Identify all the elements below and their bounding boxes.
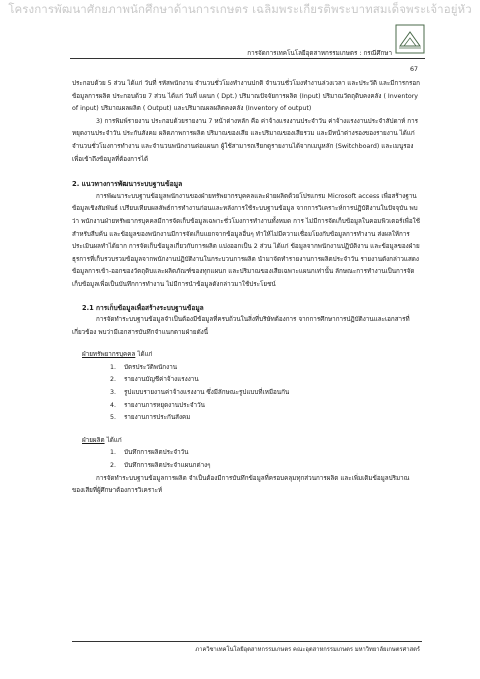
hr-suffix: ได้แก่ [135,351,153,359]
prod-label: ฝ่ายผลิต [82,436,105,444]
header-title: การจัดการเทคโนโลยีอุตสาหกรรมเกษตร : กรณีศึกษา [247,50,392,57]
list-item: 1. บันทึกการผลิตประจำวัน [118,447,420,460]
page-body [72,78,420,498]
footer-divider [72,641,422,642]
paragraph-3: การพัฒนาระบบฐานข้อมูลพนักงานของฝ่ายทรัพยากรบุคคลและฝ่ายผลิตด้วยโปรแกรม Microsoft access เพื่อสร้างฐานข้อมูลเชิงสัมพันธ์ เปรียบเทียบผลลัพธ์การทำงานก่อนและหลังการใช้ระบบฐานข้อมูล จากการวิเคราะห์การปฏิบัติงานในปัจจุบัน พบว่า พนักงานฝ่ายทรัพยากรบุคคลมีการจัดเก็บข้อมูลเฉพาะชั่วโมงการทำงานทั้งหมด การ ไม่มีการจัดเก็บข้อมูลในคอมพิวเตอร์เพื่อใช้สำหรับสืบค้น และข้อมูลของพนักงานมีการจัดเก็บแยกจากข้อมูลอื่นๆ ทำให้ไม่มีความเชื่อมโยงกับข้อมูลการทำงาน ส่งผลให้การประเมินผลทำได้ยาก การจัดเก็บข้อมูลเกี่ยวกับการผลิต แบ่งออกเป็น 2 ส่วน ได้แก่ ข้อมูลจากพนักงานปฏิบัติงาน และข้อมูลของฝ่ายธุรการที่เก็บรวบรวมข้อมูลจากพนักงานปฏิบัติงานในกระบวนการผลิต นำมาจัดทำรายงานการผลิตประจำวัน รายงานดังกล่าวแสดงข้อมูลการเข้า-ออกของวัตถุดิบและผลิตภัณฑ์ของทุกแผนก และปริมาณของเสียเฉพาะแผนกเท่านั้น ลักษณะการทำงานเป็นการจัดเก็บข้อมูลเพื่อเป็นบันทึกการทำงาน ไม่มีการนำข้อมูลดังกล่าวมาใช้ประโยชน์ [72,192,420,288]
hr-label: ฝ่ายทรัพยากรบุคคล [82,351,136,359]
section-2-1-heading: 2.1 การเก็บข้อมูลเพื่อสร้างระบบฐานข้อมูล [82,303,204,312]
header-divider [70,58,425,59]
paragraph-1: ประกอบด้วย 5 ส่วน ได้แก่ วันที่ รหัสพนักงาน จำนวนชั่วโมงทำงานปกติ จำนวนชั่วโมงทำงานล่วงเวลา และประวัติ และมีการกรอกข้อมูลการผลิต ประกอบด้วย 7 ส่วน ได้แก่ วันที่ แผนก ( Dpt.) ปริมาณปัจจัยการผลิต (Input) ปริมาณวัตถุดิบคงคลัง ( Inventory of input) ปริมาณผลผลิต ( Output) และปริมาณผลผลิตคงคลัง (Inventory of output) [72,80,420,113]
list-item: 4. รายงานการหยุดงานประจำวัน [118,400,420,413]
list-item: 2. รายงานบัญชีค่าจ้างแรงงาน [118,374,420,387]
paragraph-4: การจัดทำระบบฐานข้อมูลจำเป็นต้องมีข้อมูลที่ครบถ้วนในสิ่งที่บริษัทต้องการ จากการศึกษาการปฏิบัติงานและเอกสารที่เกี่ยวข้อง พบว่ามีเอกสารบันทึกจำแนกตามฝ่ายดังนี้ [72,316,410,336]
list-item: 2. บันทึกการผลิตประจำแผนกต่างๆ [118,460,420,473]
list-item: 5. รายงานการประกันสังคม [118,412,420,425]
list-item: 3. รูปแบบรายงานค่าจ้างแรงงาน ซึ่งมีลักษณะรูปแบบที่เหมือนกัน [118,387,420,400]
watermark: โครงการพัฒนาศักยภาพนักศึกษาด้านการเกษตร เฉลิมพระเกียรติพระบาทสมเด็จพระเจ้าอยู่หัว [8,2,472,16]
paragraph-2: 3) การพิมพ์รายงาน ประกอบด้วยรายงาน 7 หน้าต่างหลัก คือ ค่าจ้างแรงงานประจำวัน ค่าจ้างแรงงานประจำสัปดาห์ การหยุดงานประจำวัน ประกันสังคม ผลิตภาพการผลิต ปริมาณของเสีย และปริมาณของเสียรวม และมีหน้าต่างรองของรายงาน ได้แก่ จำนวนชั่วโมงการทำงาน และจำนวนพนักงานต่อแผนก ผู้ใช้สามารถเรียกดูรายงานได้จากเมนูหลัก (Switchboard) และเมนูรองเพื่อเข้าถึงข้อมูลที่ต้องการได้ [72,117,419,163]
prod-suffix: ได้แก่ [104,436,122,444]
section-2-heading: 2. แนวทางการพัฒนาระบบฐานข้อมูล [72,180,183,189]
prod-group-heading [72,435,420,448]
list-item: 1. บัตรประวัติพนักงาน [118,362,420,375]
prod-list [72,447,420,472]
page-number: 67 [409,66,418,73]
hr-group-heading [72,349,420,362]
footer-text: ภาควิชาเทคโนโลยีอุตสาหกรรมเกษตร คณะอุตสาหกรรมเกษตร มหาวิทยาลัยเกษตรศาสตร์ [195,647,420,653]
paragraph-5: การจัดทำระบบฐานข้อมูลการผลิต จำเป็นต้องมีการบันทึกข้อมูลที่ครอบคลุมทุกส่วนการผลิต และเพิ่มเติมข้อมูลปริมาณของเสียที่ผู้ศึกษาต้องการวิเคราะห์ [72,474,410,495]
university-logo [395,24,425,54]
hr-list [72,362,420,425]
